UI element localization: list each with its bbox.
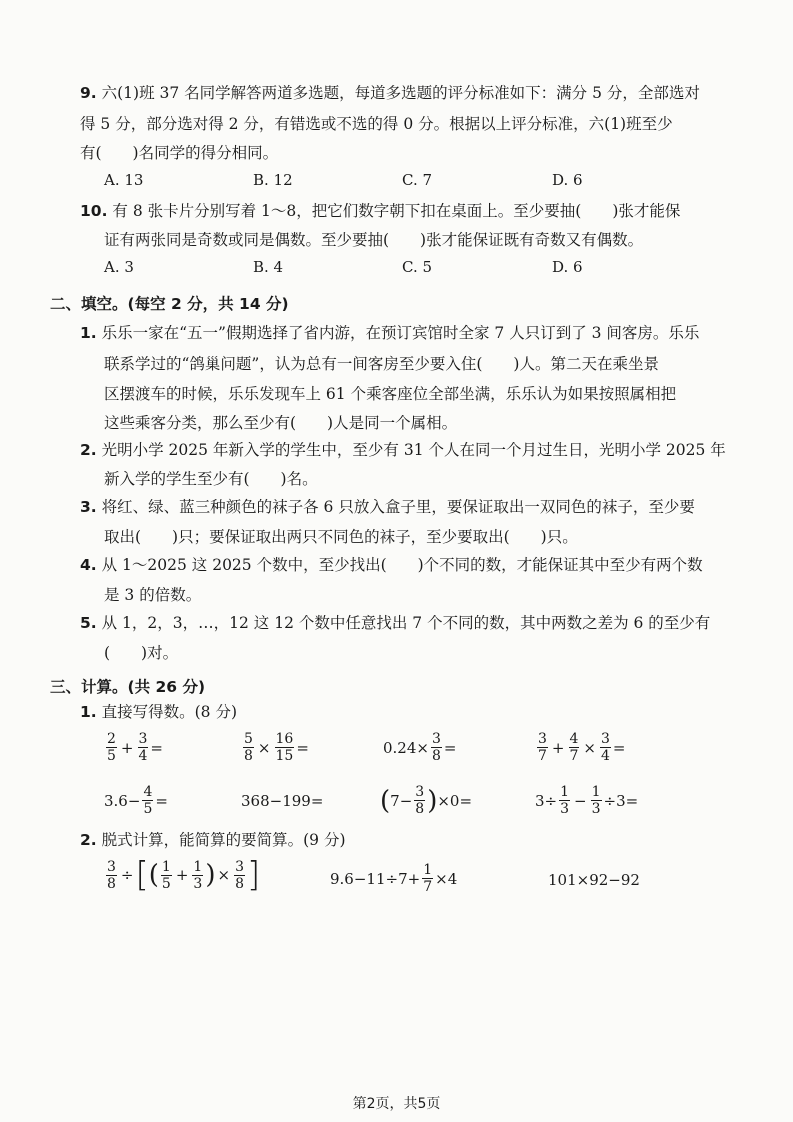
fraction: $\frac{16}{15}$: [275, 731, 294, 764]
question-10-option-c[interactable]: C. 5: [402, 258, 433, 276]
section-2-title: 二、填空。(每空 2 分，共 14 分): [50, 295, 289, 313]
expr-2: $\frac{5}{8}$ × $\frac{16}{15}$ =: [244, 731, 309, 764]
fraction: $\frac{5}{8}$: [244, 731, 253, 764]
fraction: $\frac{3}{8}$: [415, 784, 425, 817]
fraction: $\frac{1}{7}$: [423, 862, 433, 895]
expr-7: ( 7− $\frac{3}{8}$ ) ×0=: [380, 784, 473, 817]
expr-8: 3÷ $\frac{1}{3}$ − $\frac{1}{3}$ ÷3=: [535, 784, 639, 817]
fraction: $\frac{4}{5}$: [143, 784, 153, 817]
calc-expr-2: 9.6−11÷7+ $\frac{1}{7}$ ×4: [330, 862, 458, 895]
question-9-text-3: 有( )名同学的得分相同。: [80, 144, 279, 162]
question-9-option-d[interactable]: D. 6: [552, 171, 583, 189]
fill-1-line-1: [80, 323, 699, 343]
question-9-option-c[interactable]: C. 7: [402, 171, 433, 189]
question-9-number: 9.: [80, 84, 97, 102]
question-10-text-1: 有 8 张卡片分别写着 1～8，把它们数字朝下扣在桌面上。至少要抽( )张才能保: [112, 202, 681, 220]
fill-2-number: 2.: [80, 441, 97, 459]
fill-2-line-1: [80, 440, 726, 460]
expr-5: 3.6− $\frac{4}{5}$ =: [104, 784, 168, 817]
question-9-option-a[interactable]: A. 13: [104, 171, 144, 189]
fraction: $\frac{3}{7}$: [538, 731, 547, 764]
fill-4-text-2: 是 3 的倍数。: [104, 586, 202, 604]
question-10-number: 10.: [80, 202, 108, 220]
section-3-title: 三、计算。(共 26 分): [50, 678, 206, 696]
question-10-text-2: 证有两张同是奇数或同是偶数。至少要抽( )张才能保证既有奇数又有偶数。: [104, 231, 644, 249]
fill-3-text-2: 取出( )只；要保证取出两只不同色的袜子，至少要取出( )只。: [104, 528, 578, 546]
fill-5-text-1: 从 1，2，3，…，12 这 12 个数中任意找出 7 个不同的数，其中两数之差为 6 的至少有: [101, 614, 711, 632]
fraction: $\frac{3}{4}$: [138, 731, 148, 764]
calc-1-heading: [80, 702, 237, 722]
expr-6: 368−199=: [241, 792, 324, 810]
fill-4-text-1: 从 1～2025 这 2025 个数中，至少找出( )个不同的数，才能保证其中至少有两个数: [101, 556, 703, 574]
question-10-option-a[interactable]: A. 3: [104, 258, 134, 276]
fraction: $\frac{3}{4}$: [601, 731, 610, 764]
fraction: $\frac{3}{8}$: [431, 731, 441, 764]
fraction: $\frac{2}{5}$: [107, 731, 116, 764]
page-footer: 第2页，共5页: [352, 1096, 441, 1112]
question-9-text-1: 六(1)班 37 名同学解答两道多选题，每道多选题的评分标准如下：满分 5 分，全部选对: [101, 84, 700, 102]
calc-1-text: 直接写得数。(8 分): [101, 703, 238, 721]
fraction: $\frac{4}{7}$: [569, 731, 579, 764]
fill-1-text-4: 这些乘客分类，那么至少有( )人是同一个属相。: [104, 414, 458, 432]
fill-5-text-2: ( )对。: [104, 644, 179, 662]
question-9-line-1: [80, 83, 700, 103]
question-9-text-2: 得 5 分，部分选对得 2 分，有错选或不选的得 0 分。根据以上评分标准，六(1)班至少: [80, 115, 673, 133]
fraction: $\frac{1}{3}$: [560, 784, 570, 817]
fraction: $\frac{1}{3}$: [591, 784, 601, 817]
fill-3-number: 3.: [80, 498, 97, 516]
calc-1-number: 1.: [80, 703, 97, 721]
question-10-option-b[interactable]: B. 4: [253, 258, 284, 276]
fill-2-text-2: 新入学的学生至少有( )名。: [104, 470, 318, 488]
expr-3: 0.24× $\frac{3}{8}$ =: [383, 731, 457, 764]
calc-2-number: 2.: [80, 831, 97, 849]
fill-4-number: 4.: [80, 556, 97, 574]
fill-4-line-1: [80, 555, 703, 575]
fill-5-number: 5.: [80, 614, 97, 632]
question-10-option-d[interactable]: D. 6: [552, 258, 583, 276]
fill-1-number: 1.: [80, 324, 97, 342]
fraction: $\frac{1}{3}$: [193, 858, 203, 892]
question-10-line-1: [80, 201, 680, 221]
fill-3-text-1: 将红、绿、蓝三种颜色的袜子各 6 只放入盒子里，要保证取出一双同色的袜子，至少要: [101, 498, 695, 516]
fill-2-text-1: 光明小学 2025 年新入学的学生中，至少有 31 个人在同一个月过生日，光明小学 2025 年: [101, 441, 726, 459]
calc-2-text: 脱式计算，能简算的要简算。(9 分): [101, 831, 346, 849]
fill-1-text-2: 联系学过的“鸽巢问题”，认为总有一间客房至少要入住( )人。第二天在乘坐景: [104, 355, 659, 373]
calc-expr-3: 101×92−92: [548, 871, 640, 889]
fill-5-line-1: [80, 613, 710, 633]
fill-3-line-1: [80, 497, 695, 517]
fraction: $\frac{3}{8}$: [107, 858, 116, 892]
fraction: $\frac{1}{5}$: [161, 858, 171, 892]
fraction: $\frac{3}{8}$: [235, 858, 244, 892]
question-9-option-b[interactable]: B. 12: [253, 171, 293, 189]
calc-2-heading: [80, 830, 346, 850]
expr-1: $\frac{2}{5}$ + $\frac{3}{4}$ =: [107, 731, 163, 764]
fill-1-text-3: 区摆渡车的时候，乐乐发现车上 61 个乘客座位全部坐满，乐乐认为如果按照属相把: [104, 385, 677, 403]
expr-4: $\frac{3}{7}$ + $\frac{4}{7}$ × $\frac{3}{4}$ =: [538, 731, 626, 764]
fill-1-text-1: 乐乐一家在“五一”假期选择了省内游，在预订宾馆时全家 7 人只订到了 3 间客房。乐乐: [101, 324, 700, 342]
calc-expr-1: $\frac{3}{8}$ ÷ [ ( $\frac{1}{5}$ + $\frac{1}{3}$ ) × $\frac{3}{8}$ ]: [107, 855, 261, 895]
